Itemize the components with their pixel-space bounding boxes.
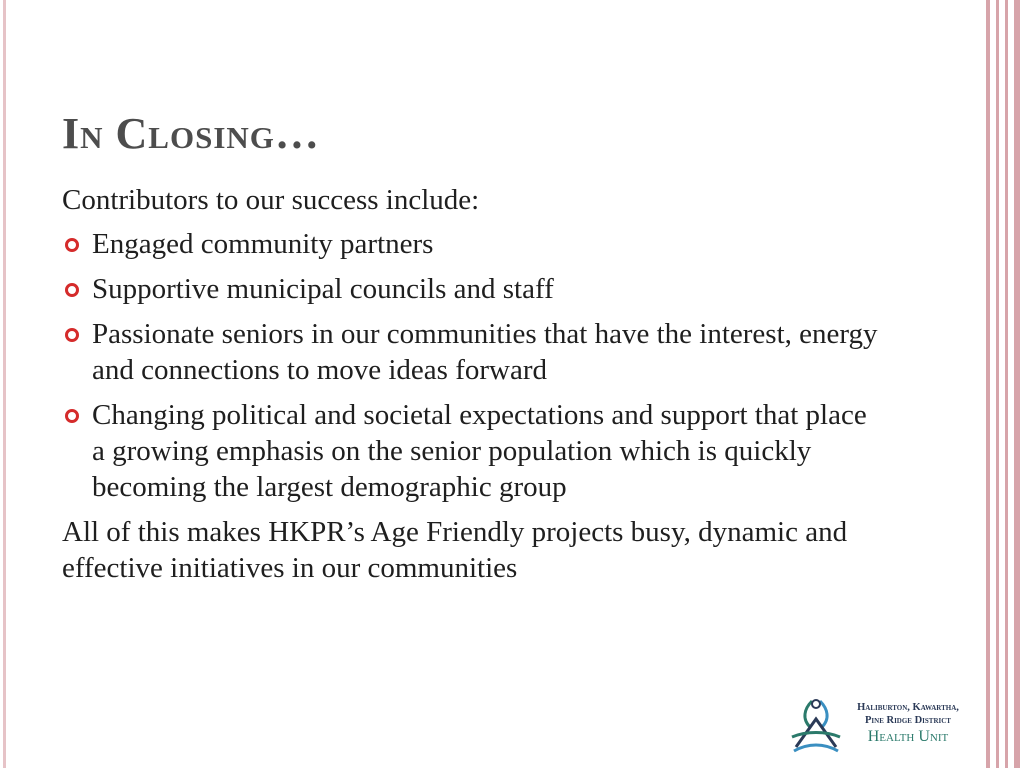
right-border-1	[986, 0, 990, 768]
logo-line-2: Pine Ridge District	[865, 715, 951, 726]
logo-line-3: Health Unit	[867, 728, 949, 745]
bullet-item	[62, 226, 882, 262]
left-border	[3, 0, 6, 768]
logo-figure-icon	[792, 700, 840, 751]
right-border-4	[1014, 0, 1020, 768]
logo-line-1: Haliburton, Kawartha,	[857, 702, 959, 713]
right-border-2	[996, 0, 999, 768]
bullet-list	[62, 226, 882, 505]
bullet-circle-icon	[65, 328, 79, 342]
bullet-circle-icon	[65, 283, 79, 297]
bullet-item	[62, 271, 882, 307]
bullet-item	[62, 397, 882, 505]
bullet-circle-icon	[65, 238, 79, 252]
intro-text: Contributors to our success include:	[62, 184, 480, 216]
bullet-circle-icon	[65, 409, 79, 423]
bullet-text: Engaged community partners	[92, 228, 434, 260]
closing-text: All of this makes HKPR’s Age Friendly projects busy, dynamic and effective initiatives in our communities	[62, 516, 848, 584]
bullet-text: Supportive municipal councils and staff	[92, 273, 554, 305]
bullet-text: Changing political and societal expectations and support that place a growing emphasis on the senior population which is quickly becoming the largest demographic group	[92, 399, 867, 503]
bullet-text: Passionate seniors in our communities that have the interest, energy and connections to move ideas forward	[92, 318, 878, 386]
bullet-item	[62, 316, 882, 388]
right-border-3	[1005, 0, 1008, 768]
logo-text	[838, 701, 978, 747]
slide-content	[62, 182, 882, 594]
slide-title: In Closing…	[62, 109, 320, 158]
